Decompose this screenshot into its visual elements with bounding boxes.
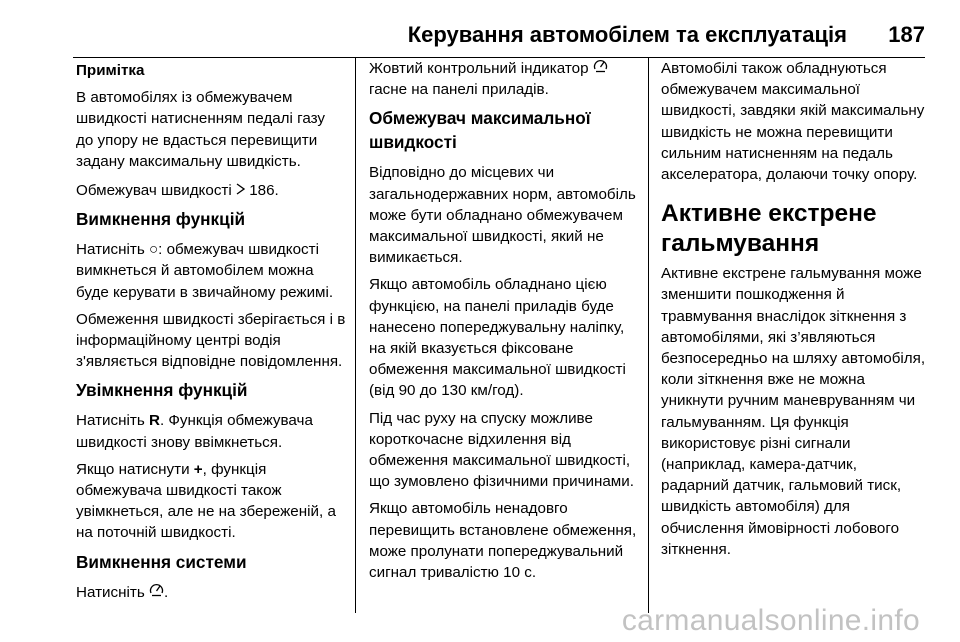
set-plus-icon: + — [193, 460, 203, 478]
max-limiter-paragraph-1: Відповідно до місцевих чи загальнодержавних норм, автомобіль може бути обладнано обмежувачем максимальної швидкості, який не вимикається. — [369, 164, 636, 267]
heading-max-limiter: Обмежувач максимальної швидкості — [369, 108, 591, 153]
column-2 — [369, 58, 637, 613]
note-body: В автомобілях із обмежувачем швидкості натисненням педалі газу до упору не вдасться перевищити задану максимальну швидкість. — [76, 89, 325, 170]
indicator-text-post: гасне на панелі приладів. — [369, 81, 549, 99]
max-limiter-paragraph-4: Якщо автомобіль ненадовго перевищить встановлене обмеження, може пролунати попереджувальний сигнал тривалістю 10 с. — [369, 500, 637, 582]
column-3 — [661, 58, 929, 613]
enable-text-pre: Натисніть — [76, 412, 149, 430]
cancel-circle-icon: ○ — [148, 241, 159, 259]
saved-paragraph: Обмеження швидкості зберігається і в інформаційному центрі водія з'являється відповідне повідомлення. — [76, 310, 346, 371]
system-off-text-post: . — [163, 583, 169, 601]
page-title: Керування автомобілем та експлуатація — [407, 22, 847, 47]
max-limiter-paragraph-2: Якщо автомобіль обладнано цією функцією, на панелі приладів буде нанесено попереджувальну наліпку, на якій вказується фіксоване обмеження максимальної швидкості (від 90 до 130 км/год). — [369, 276, 626, 400]
speed-limiter-icon — [149, 582, 164, 603]
enable-paragraph — [76, 410, 346, 452]
system-off-paragraph — [76, 582, 346, 603]
reference-arrow-icon — [236, 180, 245, 201]
plus-text-post: , функція обмежувача швидкості також увімкнеться, але не на збереженій, а на поточній швидкості. — [76, 460, 336, 542]
reference-page: 186. — [244, 182, 279, 200]
system-off-text-pre: Натисніть — [76, 583, 149, 601]
max-limiter-paragraph-3: Під час руху на спуску можливе короткочасне відхилення від обмеження максимальної швидкості, що зумовлено фізичними причинами. — [369, 409, 634, 491]
cross-reference — [76, 180, 346, 201]
page-header — [0, 0, 960, 58]
note-title: Примітка — [76, 62, 145, 79]
page-number: 187 — [888, 22, 925, 47]
enable-text-post: . Функція обмежувача швидкості знову ввімкнеться. — [76, 412, 313, 451]
heading-active-emergency-braking: Активне екстрене гальмування — [661, 200, 877, 258]
column-1 — [76, 58, 346, 613]
disable-paragraph — [76, 239, 346, 303]
heading-system-off: Вимкнення системи — [76, 551, 247, 572]
disable-text-post: : обмежувач швидкості вимкнеться й автомобілем можна буде керувати в звичайному режимі. — [76, 241, 334, 301]
active-braking-paragraph: Активне екстрене гальмування може зменшити пошкодження й травмування внаслідок зіткнення з автомобілями, які з’являються безпосередньо на шляху автомобіля, коли зіткнення вже не можна уникнути ручним маневруванням чи гальмуванням. Ця функція використовує різні сигнали (наприклад, камера-датчик, радарний датчик, гальмовий тиск, швидкість автомобіля) для обчислення ймовірності лобового зіткнення. — [661, 265, 926, 558]
column-divider-2 — [648, 58, 649, 613]
watermark: carmanualsonline.info — [621, 604, 920, 637]
heading-enable-function: Увімкнення функцій — [76, 380, 248, 401]
indicator-text-pre: Жовтий контрольний індикатор — [369, 60, 593, 77]
plus-text-pre: Якщо натиснути — [76, 460, 194, 478]
column-divider-1 — [355, 58, 356, 613]
indicator-paragraph — [369, 58, 637, 100]
disable-text-pre: Натисніть — [76, 241, 149, 259]
plus-paragraph — [76, 459, 346, 544]
speed-limiter-icon — [593, 58, 608, 79]
accelerator-paragraph: Автомобілі також обладнуються обмежувачем максимальної швидкості, завдяки якій максимальну швидкість не можна перевищити сильним натисненням на педаль акселератора, долаючи точку опору. — [661, 60, 925, 184]
reference-text: Обмежувач швидкості — [76, 182, 232, 200]
resume-r-icon: R — [148, 412, 160, 430]
heading-disable-function: Вимкнення функцій — [76, 209, 246, 230]
